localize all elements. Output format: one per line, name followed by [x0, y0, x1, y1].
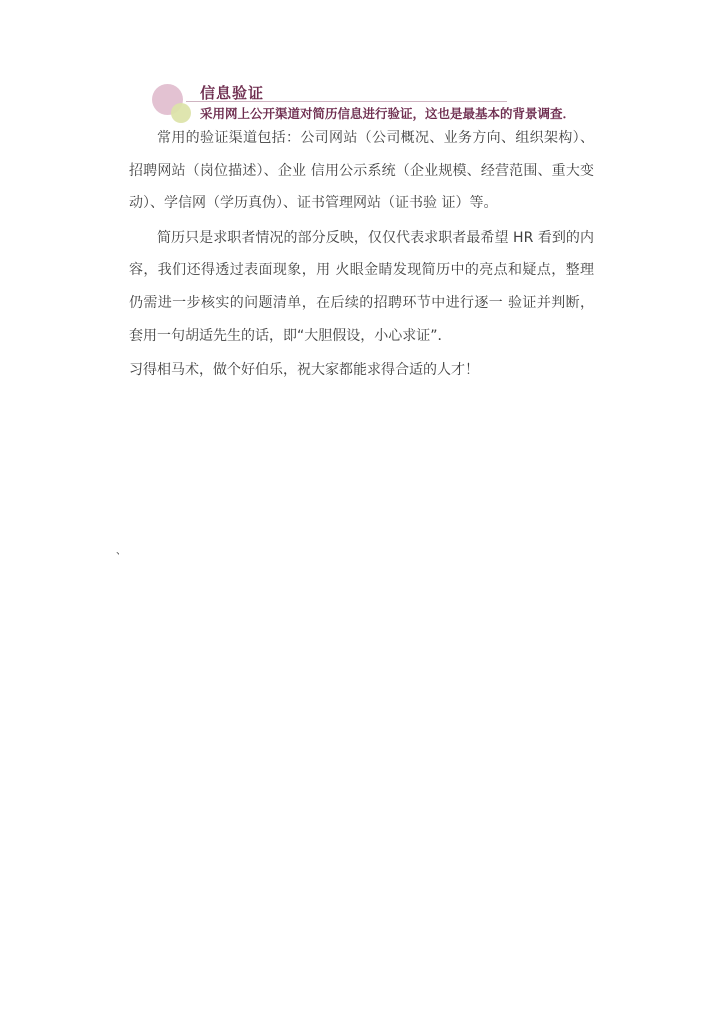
paragraph-resume-analysis: 简历只是求职者情况的部分反映，仅仅代表求职者最希望 HR 看到的内容，我们还得透过表面现象，用 火眼金睛发现简历中的亮点和疑点，整理仍需进一步核实的问题清单，在后续的招聘环节中进行逐一 验证并判断，套用一句胡适先生的话，即“大胆假设，小心求证”．	[129, 229, 594, 344]
paragraph-closing-wish: 习得相马术，做个好伯乐，祝大家都能求得合适的人才！	[129, 362, 479, 379]
document-body	[129, 122, 594, 389]
paragraph-verification-channels: 常用的验证渠道包括：公司网站（公司概况、业务方向、组织架构）、招聘网站（岗位描述）、企业 信用公示系统（企业规模、经营范围、重大变动）、学信网（学历真伪）、证书管理网站（证书验 证）等。	[129, 130, 594, 212]
decorative-circle-small-icon	[171, 103, 191, 123]
section-subtitle: 采用网上公开渠道对简历信息进行验证，这也是最基本的背景调查．	[200, 106, 576, 121]
section-title: 信息验证	[200, 84, 265, 102]
stray-punctuation-mark: 、	[116, 546, 126, 557]
